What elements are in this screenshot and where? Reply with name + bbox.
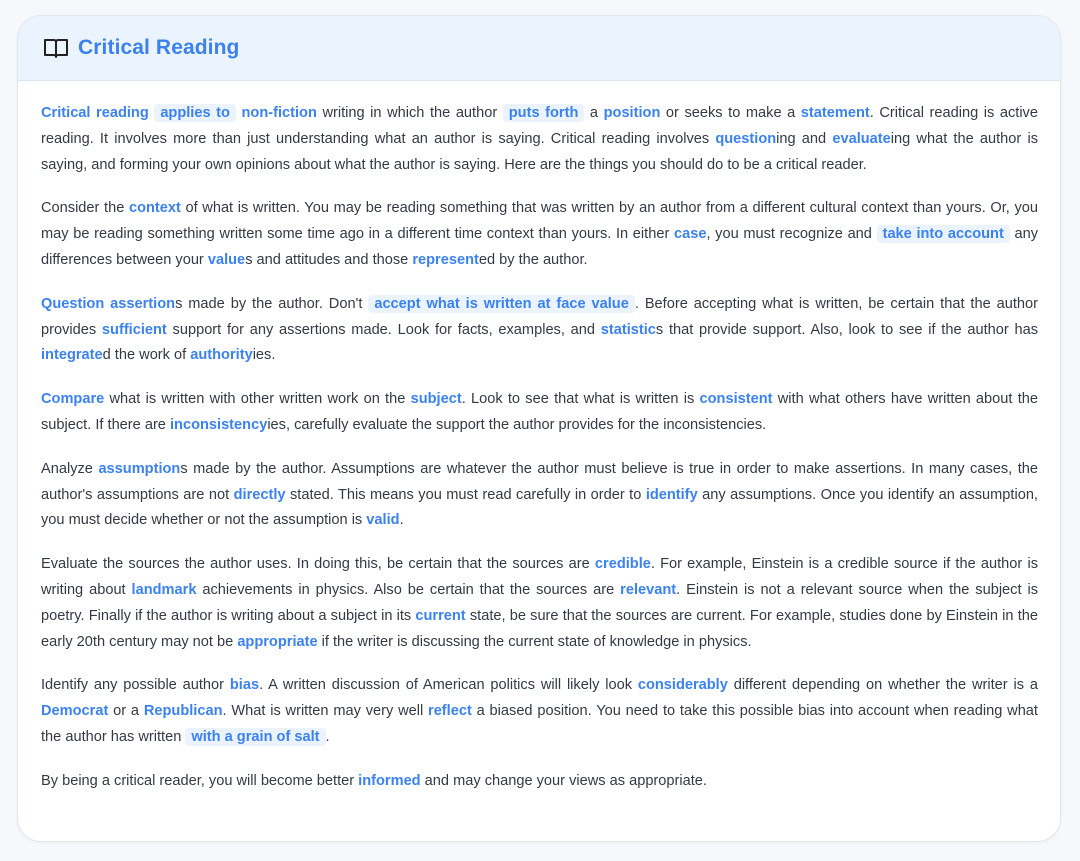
card-header — [18, 16, 1060, 81]
vocabulary-term[interactable]: Compare — [41, 391, 105, 408]
vocabulary-term[interactable]: Critical reading — [41, 105, 149, 121]
vocabulary-term[interactable]: value — [207, 251, 246, 268]
vocabulary-term[interactable]: Democrat — [41, 703, 109, 720]
vocabulary-term[interactable]: case — [673, 226, 707, 243]
paragraph: Consider the context of what is written. You may be reading something that was written by an author from a different cultural context than yours. Or, you may be reading something written some time ago in a different time context than yours. In either case, you must recognize and take into account any differences between your values and attitudes and those represented by the author. — [41, 200, 1038, 268]
vocabulary-term[interactable]: integrate — [41, 347, 103, 364]
vocabulary-term[interactable]: credible — [594, 556, 651, 573]
critical-reading-card — [17, 15, 1061, 842]
vocabulary-term[interactable]: statistic — [600, 321, 656, 338]
vocabulary-term[interactable]: valid — [366, 512, 400, 529]
highlighted-phrase[interactable]: applies to — [154, 104, 236, 122]
page-title: Critical Reading — [78, 36, 240, 59]
vocabulary-term[interactable]: context — [128, 200, 181, 217]
vocabulary-term[interactable]: considerably — [637, 677, 728, 694]
vocabulary-term[interactable]: authority — [190, 347, 253, 364]
highlighted-phrase[interactable]: puts forth — [503, 104, 585, 122]
highlighted-phrase[interactable]: take into account — [877, 225, 1010, 243]
vocabulary-term[interactable]: evaluate — [832, 130, 891, 147]
paragraph: Critical reading applies to non-fiction writing in which the author puts forth a position or seeks to make a statement. Critical reading is active reading. It involves more than just understanding what an author is saying. Critical reading involves questioning and evaluateing what the author is saying, and forming your own opinions about what the author is saying. Here are the things you should do to be a critical reader. — [41, 105, 1038, 173]
vocabulary-term[interactable]: landmark — [131, 581, 197, 598]
paragraph: Identify any possible author bias. A written discussion of American politics will likely look considerably different depending on whether the writer is a Democrat or a Republican. What is written may very well reflect a biased position. You need to take this possible bias into account when reading what the author has written with a grain of salt . — [41, 677, 1038, 745]
vocabulary-term[interactable]: sufficient — [101, 321, 167, 338]
vocabulary-term[interactable]: reflect — [428, 703, 472, 720]
highlighted-phrase[interactable]: accept what is written at face value — [368, 295, 635, 313]
paragraph: By being a critical reader, you will become better informed and may change your views as appropriate. — [41, 772, 707, 789]
vocabulary-term[interactable]: bias — [229, 677, 260, 694]
paragraph: Question assertions made by the author. Don't accept what is written at face value . Before accepting what is written, be certain that the author provides sufficient support for any assertions made. Look for facts, examples, and statistics that provide support. Also, look to see if the author has integrated the work of authorityies. — [41, 295, 1039, 364]
vocabulary-term[interactable]: appropriate — [237, 633, 318, 650]
vocabulary-term[interactable]: identify — [645, 486, 698, 503]
vocabulary-term[interactable]: subject — [410, 391, 462, 408]
vocabulary-term[interactable]: statement — [800, 105, 870, 121]
vocabulary-term[interactable]: Republican — [143, 703, 223, 720]
vocabulary-term[interactable]: relevant — [620, 581, 677, 598]
vocabulary-term[interactable]: directly — [233, 486, 286, 503]
vocabulary-term[interactable]: non-fiction — [241, 105, 317, 121]
vocabulary-term[interactable]: inconsistency — [169, 416, 268, 433]
book-open-icon — [43, 37, 69, 59]
vocabulary-term[interactable]: represent — [412, 251, 479, 268]
vocabulary-term[interactable]: Question assertion — [41, 295, 176, 312]
vocabulary-term[interactable]: position — [603, 105, 661, 121]
vocabulary-term[interactable]: question — [715, 130, 777, 147]
highlighted-phrase[interactable]: with a grain of salt — [185, 728, 325, 746]
paragraph: Evaluate the sources the author uses. In doing this, be certain that the sources are credible. For example, Einstein is a credible source if the author is writing about landmark achievements in physics. Also be certain that the sources are relevant. Einstein is not a relevant source when the subject is poetry. Finally if the author is writing about a subject in its current state, be sure that the sources are current. For example, studies done by Einstein in the early 20th century may not be appropriate if the writer is discussing the current state of knowledge in physics. — [41, 556, 1038, 650]
vocabulary-term[interactable]: consistent — [699, 391, 773, 408]
vocabulary-term[interactable]: informed — [358, 772, 421, 789]
vocabulary-term[interactable]: current — [415, 607, 466, 624]
paragraph: Analyze assumptions made by the author. Assumptions are whatever the author must believe is true in order to make assertions. In many cases, the author's assumptions are not directly stated. This means you must read carefully in order to identify any assumptions. Once you identify an assumption, you must decide whether or not the assumption is valid. — [41, 460, 1039, 529]
paragraph: Compare what is written with other written work on the subject. Look to see that what is written is consistent with what others have written about the subject. If there are inconsistencyies, carefully evaluate the support the author provides for the inconsistencies. — [41, 391, 1038, 433]
vocabulary-term[interactable]: assumption — [98, 460, 181, 477]
article-body — [18, 81, 1060, 795]
